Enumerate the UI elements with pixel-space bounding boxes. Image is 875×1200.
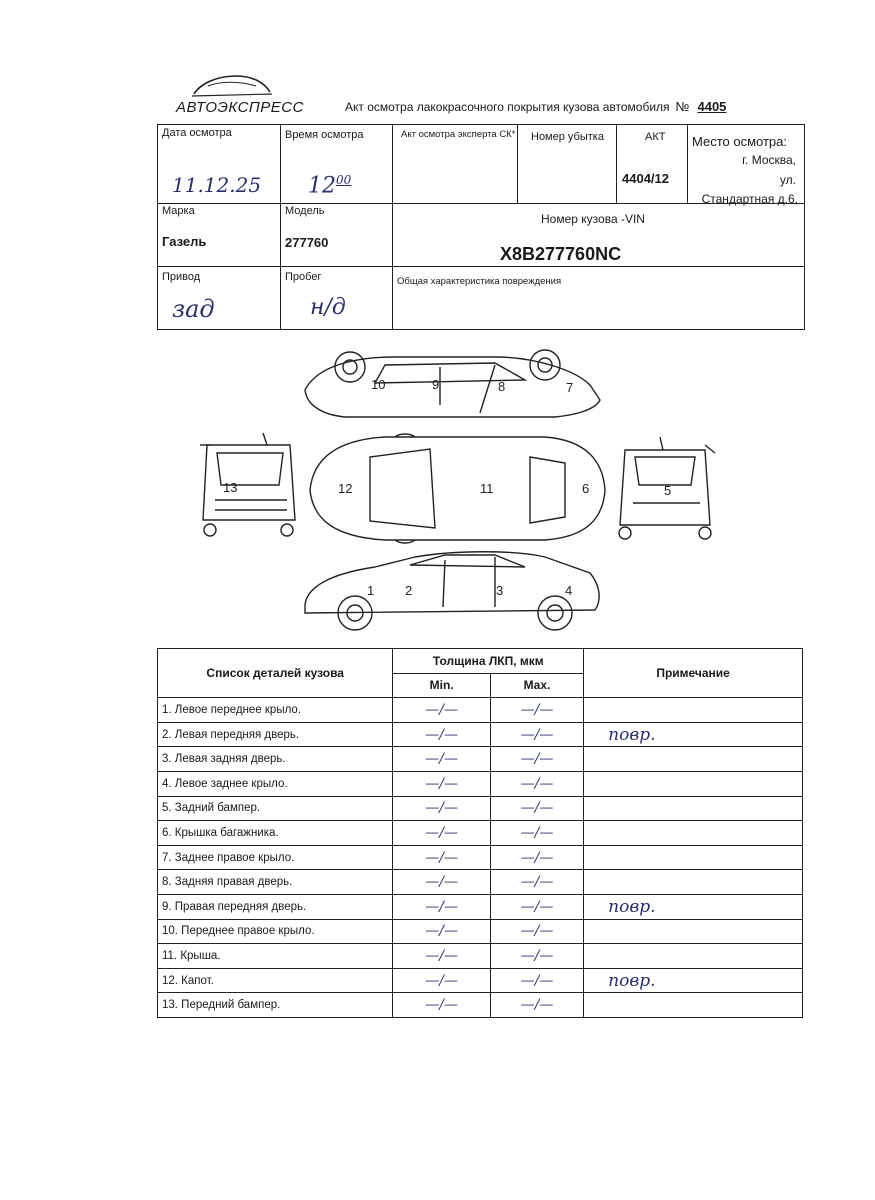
- note-value: [584, 698, 803, 723]
- min-value: —/—: [393, 919, 490, 944]
- min-value: —/—: [393, 796, 490, 821]
- model-value: 277760: [285, 235, 329, 250]
- part-name: 4. Левое заднее крыло.: [158, 771, 393, 796]
- note-value: [584, 821, 803, 846]
- table-row: [158, 722, 803, 747]
- min-value: —/—: [393, 698, 490, 723]
- min-value: —/—: [393, 870, 490, 895]
- vin-label: Номер кузова -VIN: [541, 212, 645, 226]
- zone-12: 12: [338, 481, 353, 496]
- car-outline-icon: [195, 345, 740, 645]
- max-value: —/—: [490, 993, 583, 1018]
- min-value: —/—: [393, 771, 490, 796]
- header-form: [157, 124, 805, 330]
- max-value: —/—: [490, 747, 583, 772]
- part-name: 5. Задний бампер.: [158, 796, 393, 821]
- col-max-header: Max.: [490, 673, 583, 698]
- zone-5: 5: [664, 483, 672, 498]
- note-value: [584, 771, 803, 796]
- note-value: [584, 993, 803, 1018]
- table-row: [158, 944, 803, 969]
- table-row: [158, 796, 803, 821]
- note-value: [584, 944, 803, 969]
- zone-4: 4: [565, 583, 573, 598]
- table-row: [158, 771, 803, 796]
- damage-label: Общая характеристика повреждения: [397, 276, 562, 287]
- part-name: 6. Крышка багажника.: [158, 821, 393, 846]
- max-value: —/—: [490, 771, 583, 796]
- min-value: —/—: [393, 993, 490, 1018]
- table-row: [158, 845, 803, 870]
- table-row: [158, 919, 803, 944]
- part-name: 10. Переднее правое крыло.: [158, 919, 393, 944]
- table-row: [158, 698, 803, 723]
- time-label: Время осмотра: [285, 129, 364, 141]
- drive-label: Привод: [162, 271, 201, 283]
- zone-10: 10: [371, 377, 386, 392]
- part-name: 12. Капот.: [158, 968, 393, 993]
- parts-table: [157, 648, 803, 1018]
- part-name: 1. Левое переднее крыло.: [158, 698, 393, 723]
- brand-label: Марка: [162, 205, 195, 217]
- max-value: —/—: [490, 870, 583, 895]
- zone-11: 11: [480, 481, 494, 496]
- zone-8: 8: [498, 379, 506, 394]
- max-value: —/—: [490, 821, 583, 846]
- mileage-label: Пробег: [285, 271, 322, 283]
- note-value: повр.: [584, 722, 803, 747]
- part-name: 2. Левая передняя дверь.: [158, 722, 393, 747]
- col-min-header: Min.: [393, 673, 490, 698]
- part-name: 7. Заднее правое крыло.: [158, 845, 393, 870]
- number-sign: №: [675, 99, 690, 114]
- mileage-value: н/д: [310, 295, 346, 320]
- note-value: [584, 747, 803, 772]
- table-row: [158, 993, 803, 1018]
- min-value: —/—: [393, 894, 490, 919]
- vin-value: X8B277760NC: [500, 244, 622, 264]
- car-body-diagram: [195, 345, 740, 645]
- part-name: 13. Передний бампер.: [158, 993, 393, 1018]
- min-value: —/—: [393, 821, 490, 846]
- note-value: [584, 796, 803, 821]
- max-value: —/—: [490, 919, 583, 944]
- loss-number-label: Номер убытка: [531, 131, 604, 143]
- min-value: —/—: [393, 722, 490, 747]
- max-value: —/—: [490, 894, 583, 919]
- note-value: [584, 845, 803, 870]
- drive-value: зад: [172, 295, 215, 323]
- min-value: —/—: [393, 968, 490, 993]
- zone-13: 13: [223, 480, 238, 495]
- note-value: повр.: [584, 968, 803, 993]
- zone-1: 1: [367, 583, 375, 598]
- col-thickness-header: Толщина ЛКП, мкм: [393, 649, 584, 674]
- zone-6: 6: [582, 481, 590, 496]
- act-number: 4405: [697, 99, 727, 114]
- table-row: [158, 747, 803, 772]
- min-value: —/—: [393, 845, 490, 870]
- place-line-3: Стандартная д.6,: [701, 192, 798, 206]
- max-value: —/—: [490, 722, 583, 747]
- col-parts-header: Список деталей кузова: [158, 649, 393, 698]
- max-value: —/—: [490, 698, 583, 723]
- max-value: —/—: [490, 796, 583, 821]
- max-value: —/—: [490, 968, 583, 993]
- zone-9: 9: [432, 377, 440, 392]
- place-line-1: г. Москва,: [742, 153, 796, 167]
- logo-text: АВТОЭКСПРЕСС: [176, 99, 304, 116]
- date-value: 11.12.25: [172, 173, 262, 197]
- min-value: —/—: [393, 944, 490, 969]
- table-row: [158, 894, 803, 919]
- max-value: —/—: [490, 944, 583, 969]
- note-value: повр.: [584, 894, 803, 919]
- part-name: 9. Правая передняя дверь.: [158, 894, 393, 919]
- zone-3: 3: [496, 583, 504, 598]
- zone-7: 7: [566, 380, 574, 395]
- car-logo-icon: [190, 72, 274, 98]
- max-value: —/—: [490, 845, 583, 870]
- table-row: [158, 870, 803, 895]
- note-value: [584, 919, 803, 944]
- expert-act-label: Акт осмотра эксперта СК*: [401, 129, 516, 140]
- company-logo: [176, 72, 304, 120]
- title-text: Акт осмотра лакокрасочного покрытия кузова автомобиля: [345, 100, 670, 114]
- date-label: Дата осмотра: [162, 127, 232, 139]
- min-value: —/—: [393, 747, 490, 772]
- act-value: 4404/12: [622, 171, 669, 186]
- document-title: [345, 99, 726, 114]
- note-value: [584, 870, 803, 895]
- table-row: [158, 821, 803, 846]
- part-name: 8. Задняя правая дверь.: [158, 870, 393, 895]
- part-name: 11. Крыша.: [158, 944, 393, 969]
- table-row: [158, 968, 803, 993]
- zone-2: 2: [405, 583, 413, 598]
- model-label: Модель: [285, 205, 325, 217]
- place-label: Место осмотра:: [692, 134, 787, 149]
- brand-value: Газель: [162, 234, 207, 249]
- place-line-2: ул.: [779, 173, 796, 187]
- col-note-header: Примечание: [584, 649, 803, 698]
- part-name: 3. Левая задняя дверь.: [158, 747, 393, 772]
- time-value: $12^{00}$: [308, 173, 352, 199]
- act-label: АКТ: [645, 131, 666, 143]
